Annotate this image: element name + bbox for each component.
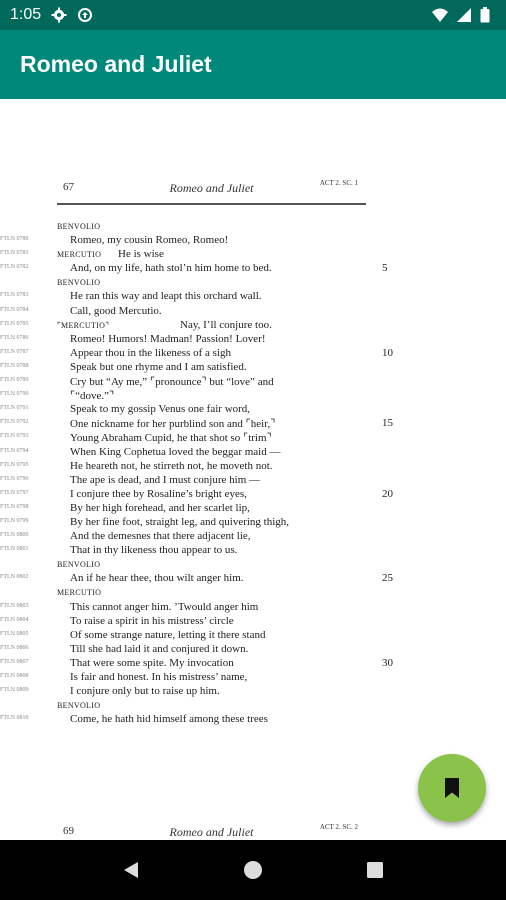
- ftln-label: FTLN 0803: [0, 602, 29, 609]
- ftln-label: FTLN 0797: [0, 489, 29, 496]
- ftln-label: FTLN 0781: [0, 250, 29, 257]
- ftln-label: FTLN 0798: [0, 503, 29, 510]
- home-icon[interactable]: [241, 858, 265, 882]
- line-text: To raise a spirit in his mistress’ circle: [70, 614, 234, 627]
- ftln-label: FTLN 0806: [0, 644, 29, 651]
- line-text: One nickname for her purblind son and ⌜heir,⌝: [70, 418, 276, 431]
- play-line: [0, 289, 506, 303]
- play-line: [0, 219, 506, 233]
- status-bar: [0, 0, 506, 30]
- line-text: That were some spite. My invocation: [70, 656, 234, 669]
- next-page-header: [57, 821, 366, 840]
- status-time: 1:05: [10, 6, 42, 23]
- bookmark-button[interactable]: [418, 754, 486, 822]
- app-bar: [0, 30, 506, 99]
- speaker-name: BENVOLIO: [57, 278, 101, 288]
- play-line: [0, 543, 506, 557]
- data-saver-icon: [77, 7, 93, 23]
- line-text: By her high forehead, and her scarlet lip,: [70, 501, 250, 514]
- speaker-name: MERCUTIO: [57, 588, 102, 598]
- play-line: [0, 304, 506, 318]
- line-number: 5: [382, 262, 388, 275]
- play-line: [0, 430, 506, 444]
- back-icon[interactable]: [119, 858, 143, 882]
- line-text: An if he hear thee, thou wilt anger him.: [70, 572, 244, 585]
- play-line: [0, 698, 506, 712]
- play-line: [0, 445, 506, 459]
- ftln-label: FTLN 0790: [0, 391, 29, 398]
- page-scene: ACT 2. SC. 1: [319, 179, 358, 187]
- wifi-icon: [432, 7, 448, 23]
- ftln-label: FTLN 0782: [0, 264, 29, 271]
- next-page-title: Romeo and Juliet: [169, 825, 254, 839]
- line-text: Young Abraham Cupid, he that shot so ⌜trim⌝: [70, 432, 272, 445]
- line-text: ⌜“dove.”⌝: [70, 390, 115, 403]
- play-line: [0, 332, 506, 346]
- play-line: [0, 247, 506, 261]
- play-line: [0, 571, 506, 585]
- line-number: 25: [382, 572, 393, 585]
- play-line: [0, 374, 506, 388]
- play-line: [0, 614, 506, 628]
- line-text: He ran this way and leapt this orchard wall.: [70, 290, 262, 303]
- bookmark-icon: [443, 777, 461, 799]
- ftln-label: FTLN 0794: [0, 447, 29, 454]
- ftln-label: FTLN 0808: [0, 673, 29, 679]
- ftln-label: FTLN 0783: [0, 292, 29, 299]
- ftln-label: FTLN 0807: [0, 658, 29, 665]
- ftln-label: FTLN 0787: [0, 348, 29, 355]
- speaker-name: ⌜MERCUTIO⌝: [57, 320, 110, 330]
- ftln-label: FTLN 0793: [0, 433, 29, 440]
- play-line: [0, 360, 506, 374]
- ftln-label: FTLN 0810: [0, 715, 29, 722]
- ftln-label: FTLN 0780: [0, 236, 29, 243]
- line-text: Appear thou in the likeness of a sigh: [70, 346, 231, 359]
- line-text: Romeo! Humors! Madman! Passion! Lover!: [70, 332, 266, 345]
- line-text: Nay, I’ll conjure too.: [180, 318, 272, 331]
- line-text: Is fair and honest. In his mistress’ name,: [70, 671, 248, 683]
- line-text: He is wise: [118, 248, 164, 261]
- ftln-label: FTLN 0804: [0, 616, 29, 623]
- page-number: 67: [63, 181, 74, 193]
- line-number: 10: [382, 346, 393, 359]
- line-text: Of some strange nature, letting it there stand: [70, 628, 266, 641]
- line-text: And the demesnes that there adjacent lie,: [70, 530, 251, 543]
- speaker-name: BENVOLIO: [57, 560, 101, 570]
- line-text: This cannot anger him. ’Twould anger him: [70, 600, 259, 613]
- page-header: [57, 179, 366, 205]
- line-text: I conjure thee by Rosaline’s bright eyes,: [70, 487, 247, 500]
- play-line: [0, 346, 506, 360]
- play-line: [0, 585, 506, 599]
- play-line: [0, 642, 506, 656]
- play-line: [0, 416, 506, 430]
- ftln-label: FTLN 0789: [0, 377, 29, 384]
- play-line: [0, 684, 506, 698]
- ftln-label: FTLN 0802: [0, 574, 29, 581]
- navigation-bar: [0, 840, 506, 900]
- line-number: 20: [382, 487, 393, 500]
- play-line: [0, 628, 506, 642]
- ftln-label: FTLN 0801: [0, 546, 29, 553]
- line-text: He heareth not, he stirreth not, he moveth not.: [70, 459, 273, 472]
- play-line: [0, 600, 506, 614]
- next-page-number: 69: [63, 825, 74, 837]
- play-line: [0, 261, 506, 275]
- ftln-label: FTLN 0796: [0, 475, 29, 482]
- line-number: 15: [382, 417, 393, 430]
- play-line: [0, 318, 506, 332]
- play-line: [0, 275, 506, 289]
- play-line: [0, 515, 506, 529]
- app-title: Romeo and Juliet: [20, 51, 212, 77]
- line-text: Romeo, my cousin Romeo, Romeo!: [70, 234, 229, 247]
- signal-icon: [456, 7, 472, 23]
- play-line: [0, 712, 506, 726]
- page-title: Romeo and Juliet: [169, 181, 254, 195]
- ftln-label: FTLN 0795: [0, 461, 29, 468]
- ftln-label: FTLN 0800: [0, 532, 29, 539]
- line-text: Come, he hath hid himself among these trees: [70, 713, 268, 726]
- ftln-label: FTLN 0805: [0, 630, 29, 637]
- play-line: [0, 388, 506, 402]
- line-text: Speak to my gossip Venus one fair word,: [70, 403, 251, 416]
- page-reader[interactable]: [0, 99, 506, 840]
- play-line: [0, 233, 506, 247]
- line-text: And, on my life, hath stol’n him home to bed.: [70, 262, 272, 275]
- gear-icon: [51, 7, 67, 23]
- ftln-label: FTLN 0786: [0, 334, 29, 341]
- play-line: [0, 557, 506, 571]
- ftln-label: FTLN 0799: [0, 517, 29, 524]
- ftln-label: FTLN 0788: [0, 362, 29, 369]
- line-text: When King Cophetua loved the beggar maid —: [70, 445, 281, 458]
- play-line: [0, 473, 506, 487]
- play-line: [0, 501, 506, 515]
- play-line: [0, 656, 506, 670]
- ftln-label: FTLN 0809: [0, 687, 29, 694]
- speaker-name: BENVOLIO: [57, 222, 101, 231]
- line-text: Till she had laid it and conjured it down.: [70, 642, 249, 655]
- ftln-label: FTLN 0785: [0, 320, 29, 327]
- play-line: [0, 529, 506, 543]
- play-line: [0, 459, 506, 473]
- line-text: By her fine foot, straight leg, and quivering thigh,: [70, 515, 290, 528]
- line-text: That in thy likeness thou appear to us.: [70, 544, 238, 557]
- line-text: Cry but “Ay me,” ⌜pronounce⌝ but “love” and: [70, 376, 274, 389]
- next-page-scene: ACT 2. SC. 2: [319, 823, 358, 831]
- battery-icon: [480, 7, 496, 23]
- speaker-name: BENVOLIO: [57, 701, 101, 711]
- line-text: Call, good Mercutio.: [70, 304, 162, 317]
- ftln-label: FTLN 0792: [0, 419, 29, 426]
- recents-icon[interactable]: [363, 858, 387, 882]
- play-line: [0, 487, 506, 501]
- play-line: [0, 670, 506, 684]
- ftln-label: FTLN 0784: [0, 306, 29, 313]
- play-text: [0, 219, 506, 726]
- ftln-label: FTLN 0791: [0, 405, 29, 412]
- play-line: [0, 402, 506, 416]
- line-text: I conjure only but to raise up him.: [70, 685, 220, 698]
- line-text: Speak but one rhyme and I am satisfied.: [70, 360, 247, 373]
- line-text: The ape is dead, and I must conjure him —: [70, 473, 261, 486]
- line-number: 30: [382, 656, 393, 669]
- speaker-name: MERCUTIO: [57, 250, 102, 260]
